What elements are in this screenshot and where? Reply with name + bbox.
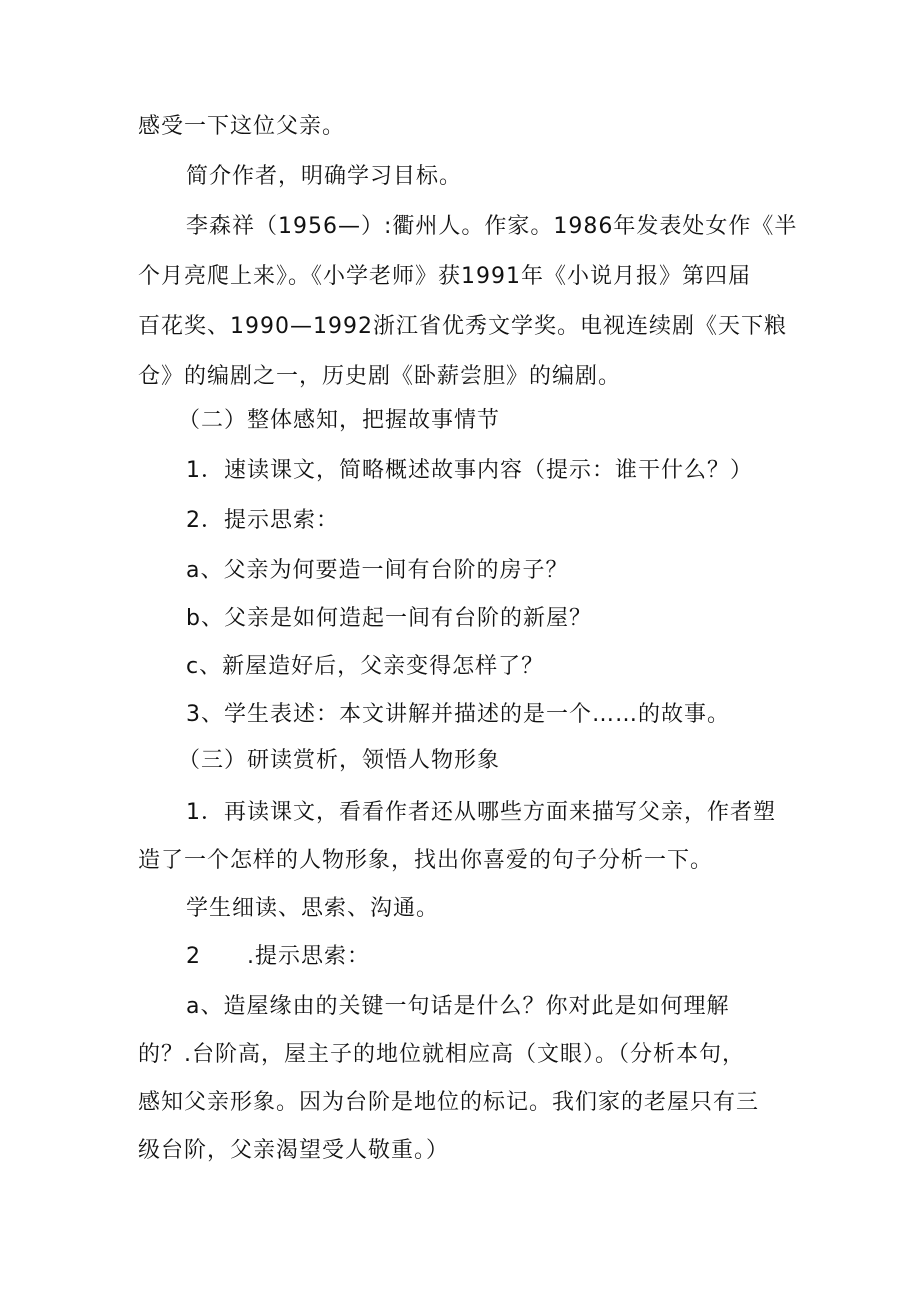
text-line: 个月亮爬上来》。《小学老师》获1991年《小说月报》第四届 — [138, 264, 751, 289]
text-line: 简介作者，明确学习目标。 — [186, 164, 463, 189]
text-line: 2 .提示思索： — [186, 944, 370, 969]
text-line: a、造屋缘由的关键一句话是什么？你对此是如何理解 — [186, 994, 730, 1019]
text-line: 的？.台阶高，屋主子的地位就相应高（文眼）。（分析本句， — [138, 1042, 745, 1067]
text-line: 2．提示思索： — [186, 508, 339, 533]
text-line: 仓》的编剧之一，历史剧《卧薪尝胆》的编剧。 — [138, 364, 622, 389]
text-line: c、新屋造好后，父亲变得怎样了？ — [186, 654, 545, 679]
text-line: 1．速读课文，简略概述故事内容（提示：谁干什么？） — [186, 458, 753, 483]
text-line: 3、学生表述：本文讲解并描述的是一个……的故事。 — [186, 702, 730, 727]
text-line: 感受一下这位父亲。 — [138, 114, 346, 139]
text-line: 级台阶，父亲渴望受人敬重。） — [138, 1138, 450, 1163]
text-line: b、父亲是如何造起一间有台阶的新屋？ — [186, 606, 592, 631]
text-line: 百花奖、1990—1992浙江省优秀文学奖。电视连续剧《天下粮 — [138, 314, 787, 339]
section-heading: （二）整体感知，把握故事情节 — [178, 408, 501, 433]
text-line: a、父亲为何要造一间有台阶的房子？ — [186, 558, 569, 583]
text-line: 1．再读课文，看看作者还从哪些方面来描写父亲，作者塑 — [186, 800, 776, 825]
text-line: 学生细读、思索、沟通。 — [186, 896, 440, 921]
text-line: 感知父亲形象。因为台阶是地位的标记。我们家的老屋只有三 — [138, 1090, 760, 1115]
text-line: 李森祥（1956—）:衢州人。作家。1986年发表处女作《半 — [186, 214, 798, 239]
text-line: 造了一个怎样的人物形象，找出你喜爱的句子分析一下。 — [138, 848, 714, 873]
section-heading: （三）研读赏析，领悟人物形象 — [178, 748, 501, 773]
